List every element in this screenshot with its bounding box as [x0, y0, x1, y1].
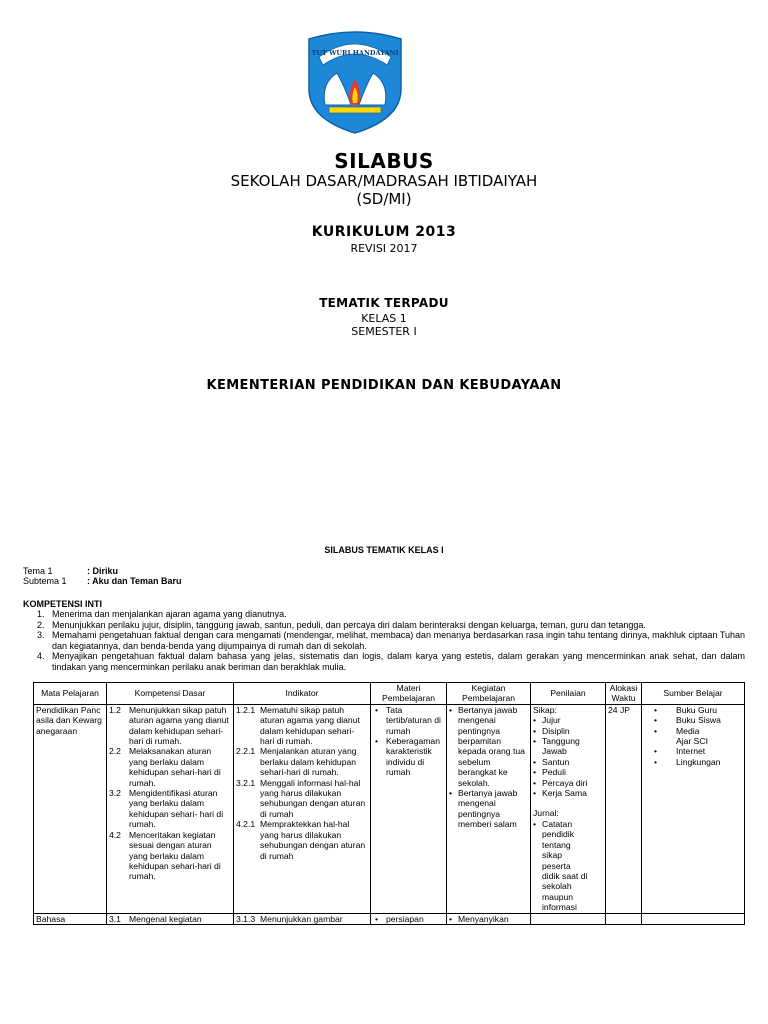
kegiatan-cell: [447, 913, 531, 924]
indikator-item: [236, 778, 368, 820]
kd-text: Mengidentifikasi aturan yang berlaku dalam kehidupan sehari- hari di rumah.: [129, 788, 224, 830]
sumber-cell: [642, 913, 745, 924]
sumber-item: • Internet: [644, 746, 742, 756]
materi-item: • Keberagaman karakteristik individu di rumah: [373, 736, 444, 778]
sikap-item: • Tanggung Jawab: [533, 736, 603, 757]
tut-wuri-handayani-logo: [301, 27, 409, 135]
ki-num: 3.: [37, 630, 45, 641]
kd-num: 4.2: [109, 829, 121, 840]
kompetensi-inti-list: [23, 609, 745, 673]
sikap-item: • Jujur: [533, 715, 603, 725]
table-header-row: [34, 683, 745, 705]
kompetensi-inti-title: KOMPETENSI INTI: [23, 599, 103, 609]
kd-num: 3.2: [109, 788, 121, 799]
sumber-item: • Buku Siswa: [644, 715, 742, 725]
sumber-cell: [642, 704, 745, 913]
ki-item: [23, 620, 745, 631]
materi-cell: [371, 913, 447, 924]
kd-item: [109, 746, 231, 788]
sikap-item: • Peduli: [533, 767, 603, 777]
materi-item: • persiapan: [373, 914, 444, 924]
revision: REVISI 2017: [350, 242, 418, 255]
indikator-item: [236, 819, 368, 861]
table-row: [34, 704, 745, 913]
ki-text: Menyajikan pengetahuan faktual dalam bahasa yang jelas, sistematis dan logis, dalam karya yang estetis, dalam gerakan yang mencerminkan anak sehat, dan dalam tindakan yang mencerminkan perilaku anak beriman dan berakhlak mulia.: [52, 651, 745, 672]
kd-text: Mengenal kegiatan: [129, 913, 202, 924]
sikap-item: • Percaya diri: [533, 778, 603, 788]
sikap-item: • Kerja Sama: [533, 788, 603, 798]
ki-text: Memahami pengetahuan faktual dengan cara mengamati (mendengar, melihat, membaca) dan menanya berdasarkan rasa ingin tahu tentang dirinya, makhluk ciptaan Tuhan dan kegiatannya, dan benda-benda yang dijumpainya di rumah dan di sekolah.: [52, 630, 745, 651]
subtema-value: : Aku dan Teman Baru: [87, 576, 182, 586]
jurnal-item: • Catatan pendidik tentang sikap peserta didik saat di sekolah maupun informasi: [533, 819, 603, 913]
syllabus-table: [33, 682, 745, 925]
kd-cell: [107, 913, 234, 924]
subject-cell: Pendidikan Pancasila dan Kewarganegaraan: [34, 704, 107, 913]
kd-item: [109, 705, 231, 747]
tema-value: : Diriku: [87, 566, 119, 576]
sumber-item: • Media Ajar SCI: [644, 726, 742, 747]
ministry: KEMENTERIAN PENDIDIKAN DAN KEBUDAYAAN: [206, 378, 562, 393]
kd-cell: [107, 704, 234, 913]
table-row: [34, 913, 745, 924]
indikator-item: [236, 746, 368, 777]
sumber-item: • Buku Guru: [644, 705, 742, 715]
jurnal-label: Jurnal:: [533, 808, 559, 819]
ki-num: 4.: [37, 651, 45, 662]
curriculum: KURIKULUM 2013: [311, 224, 457, 240]
indikator-text: Menjalankan aturan yang berlaku dalam kehidupan sehari-hari di rumah.: [260, 746, 357, 778]
ki-text: Menunjukkan perilaku jujur, disiplin, tanggung jawab, santun, peduli, dan percaya diri dalam berinteraksi dengan keluarga, teman, guru dan tetangga.: [52, 619, 646, 630]
sikap-item: • Disiplin: [533, 726, 603, 736]
materi-cell: [371, 704, 447, 913]
ki-item: [23, 630, 745, 651]
col-header: Sumber Belajar: [642, 683, 745, 705]
alokasi-cell: 24 JP: [606, 704, 642, 913]
indikator-num: 1.2.1: [236, 704, 256, 715]
ki-text: Menerima dan menjalankan ajaran agama yang dianutnya.: [52, 609, 287, 619]
kegiatan-item: • Bertanya jawab mengenai pentingnya memberi salam: [449, 788, 528, 830]
col-header: Materi Pembelajaran: [371, 683, 447, 705]
col-header: Alokasi Waktu: [606, 683, 642, 705]
kegiatan-cell: [447, 704, 531, 913]
sumber-item: • Lingkungan: [644, 757, 742, 767]
col-header: Kegiatan Pembelajaran: [447, 683, 531, 705]
tema-label: Tema 1: [23, 566, 53, 576]
indikator-item: [236, 705, 368, 747]
kd-num: 2.2: [109, 746, 121, 757]
subject-cell: Bahasa: [34, 913, 107, 924]
kd-num: 1.2: [109, 704, 121, 715]
kd-text: Melaksanakan aturan yang berlaku dalam kehidupan sehari-hari di rumah.: [129, 746, 221, 788]
ki-num: 1.: [37, 609, 45, 619]
kegiatan-item: • Menyanyikan: [449, 914, 528, 924]
ki-num: 2.: [37, 619, 45, 630]
theme-type: TEMATIK TERPADU: [319, 296, 449, 310]
document-title: SILABUS: [334, 149, 434, 173]
indikator-text: Mempraktekkan hal-hal yang harus dilakukan sehubungan dengan aturan di rumah: [260, 819, 366, 861]
ki-item: [23, 651, 745, 672]
materi-item: • Tata tertib/aturan di rumah: [373, 705, 444, 736]
kegiatan-item: • Bertanya jawab mengenai pentingnya berpamitan kepada orang tua sebelum berangkat ke sekolah.: [449, 705, 528, 788]
sikap-label: Sikap:: [533, 704, 557, 715]
indikator-cell: [234, 913, 371, 924]
col-header: Kompetensi Dasar: [107, 683, 234, 705]
indikator-num: 4.2.1: [236, 819, 256, 830]
col-header: Mata Pelajaran: [34, 683, 107, 705]
alokasi-cell: [606, 913, 642, 924]
indikator-text: Menunjukkan gambar: [260, 913, 343, 924]
grade: KELAS 1: [361, 312, 407, 325]
indikator-text: Mematuhi sikap patuh aturan agama yang dianut dalam kehidupan sehari-hari di rumah.: [260, 704, 360, 747]
kd-num: 3.1: [109, 913, 121, 924]
kd-item: [109, 914, 231, 924]
kd-text: Menunjukkan sikap patuh aturan agama yang dianut dalam kehidupan sehari-hari di rumah.: [129, 704, 229, 747]
subtema-label: Subtema 1: [23, 576, 67, 586]
indikator-num: 3.1.3: [236, 913, 256, 924]
col-header: Penilaian: [531, 683, 606, 705]
indikator-item: [236, 914, 368, 924]
ki-item: [23, 609, 745, 620]
indikator-cell: [234, 704, 371, 913]
sikap-item: • Santun: [533, 757, 603, 767]
col-header: Indikator: [234, 683, 371, 705]
penilaian-cell: [531, 704, 606, 913]
penilaian-cell: [531, 913, 606, 924]
kd-text: Menceritakan kegiatan sesuai dengan aturan yang berlaku dalam kehidupan sehari-hari di rumah.: [129, 829, 221, 882]
indikator-num: 3.2.1: [236, 777, 256, 788]
kd-item: [109, 788, 231, 830]
indikator-text: Menggali informasi hal-hal yang harus dilakukan sehubungan dengan aturan di rumah: [260, 777, 366, 819]
school-level: SEKOLAH DASAR/MADRASAH IBTIDAIYAH: [230, 172, 538, 190]
logo-motto: TUT WURI HANDAYANI: [311, 49, 399, 57]
school-abbreviation: (SD/MI): [356, 190, 412, 208]
kd-item: [109, 830, 231, 882]
indikator-num: 2.2.1: [236, 746, 256, 757]
section-subtitle: SILABUS TEMATIK KELAS I: [324, 545, 444, 555]
subtema-row: [23, 576, 323, 587]
semester: SEMESTER I: [351, 325, 417, 338]
